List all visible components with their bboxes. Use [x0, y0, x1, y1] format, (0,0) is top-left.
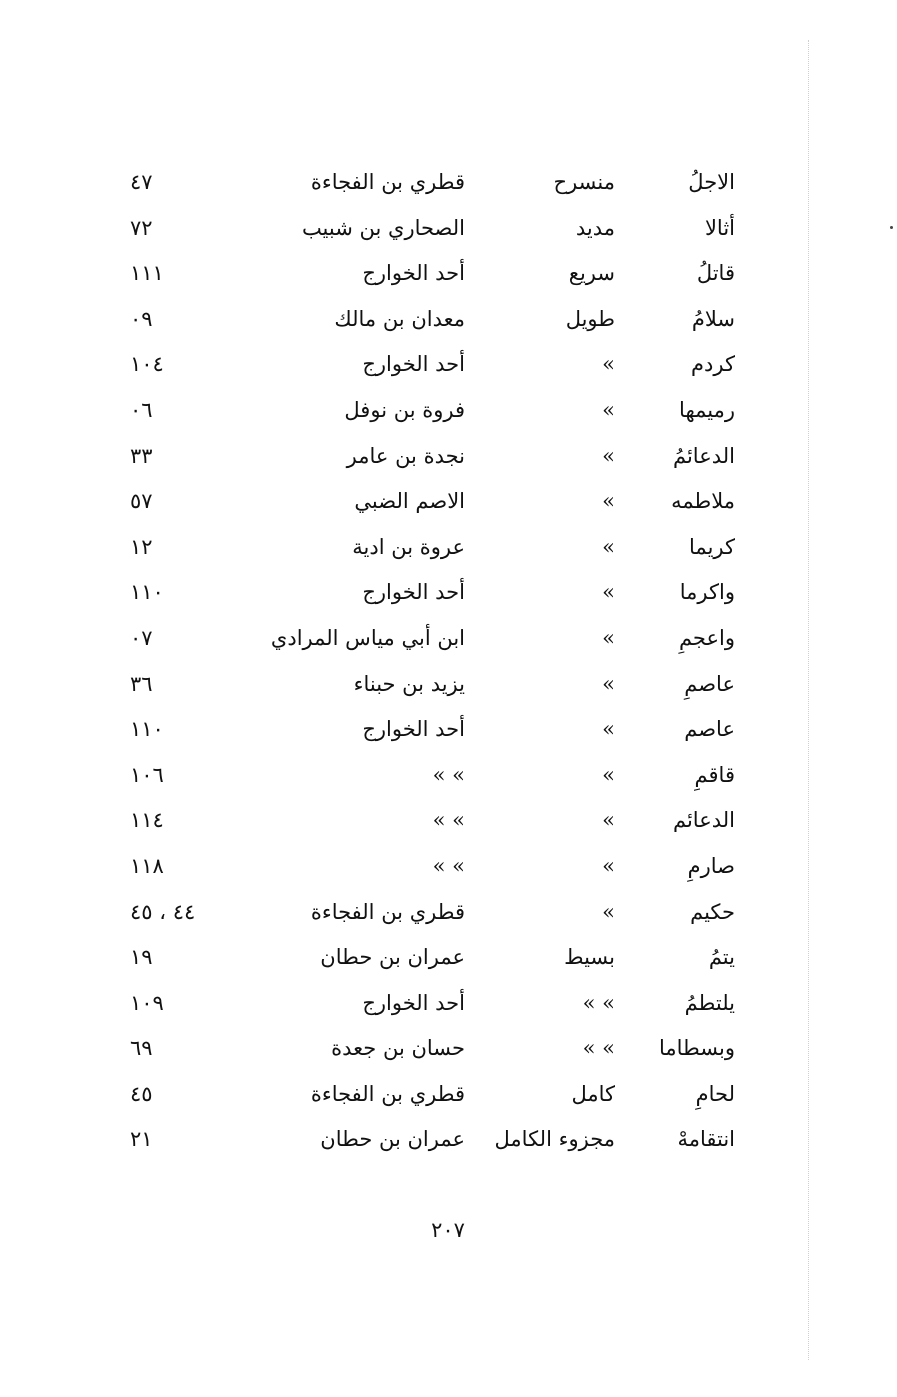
page-ref: [130, 160, 230, 206]
rhyme-word: واكرما: [679, 580, 735, 605]
rhyme-word: ملاطمه: [671, 489, 735, 514]
table-row: [0, 798, 897, 844]
table-row: [0, 707, 897, 753]
poet-name: » »: [432, 808, 465, 833]
page-ref-value: ١٢: [130, 534, 153, 559]
page-number: ٢٠٧: [431, 1218, 465, 1242]
rhyme-word: انتقامهْ: [677, 1127, 735, 1152]
table-row: [0, 525, 897, 571]
page-ref: [130, 844, 230, 890]
meter-name: »: [602, 671, 615, 696]
table-row: [0, 434, 897, 480]
meter-name: مديد: [575, 215, 615, 240]
poet-name: فروة بن نوفل: [344, 397, 465, 422]
poet-name: يزيد بن حبناء: [353, 671, 465, 696]
page-ref: [130, 616, 230, 662]
page-ref-value: ١٠٦: [130, 762, 164, 787]
rhyme-word: لحامِ: [695, 1081, 735, 1106]
meter-name: »: [602, 625, 615, 650]
rhyme-word: أثالا: [704, 215, 735, 240]
poet-name: عمران بن حطان: [320, 945, 465, 970]
meter-name: طويل: [565, 306, 615, 331]
page-ref-value: ٧٢: [130, 215, 153, 240]
poet-name: أحد الخوارج: [362, 261, 465, 286]
page-ref: [130, 935, 230, 981]
rhyme-word: صارمِ: [687, 853, 735, 878]
table-row: [0, 890, 897, 936]
page-ref-value: ١٠٤: [130, 352, 164, 377]
meter-name: » »: [582, 1036, 615, 1061]
meter-name: »: [602, 352, 615, 377]
poet-name: عمران بن حطان: [320, 1127, 465, 1152]
page-ref-value: ٠٧: [130, 625, 153, 650]
meter-name: »: [602, 808, 615, 833]
page-ref: [130, 570, 230, 616]
meter-name: »: [602, 443, 615, 468]
page-ref-value: ٤٥: [130, 1081, 153, 1106]
rhyme-word: يلتطمُ: [684, 990, 735, 1015]
meter-name: »: [602, 489, 615, 514]
poet-name: عروة بن ادية: [352, 534, 465, 559]
table-row: [0, 616, 897, 662]
page-ref-value: ٦٩: [130, 1036, 153, 1061]
rhyme-word: واعجمِ: [678, 625, 735, 650]
meter-name: »: [602, 397, 615, 422]
page-ref: [130, 981, 230, 1027]
meter-name: »: [602, 534, 615, 559]
rhyme-word: الدعائمُ: [672, 443, 735, 468]
page-ref: [130, 525, 230, 571]
poet-name: الاصم الضبي: [354, 489, 465, 514]
poet-name: قطري بن الفجاءة: [310, 899, 465, 924]
poet-name: حسان بن جعدة: [331, 1036, 465, 1061]
poet-name: قطري بن الفجاءة: [310, 170, 465, 194]
page-ref: [130, 798, 230, 844]
page-ref: [130, 1117, 230, 1163]
table-row: [0, 1026, 897, 1072]
page-ref-value: ١١٠: [130, 717, 164, 742]
page-ref: [130, 388, 230, 434]
page-ref-value: ١٠٩: [130, 990, 164, 1015]
poet-name: أحد الخوارج: [362, 580, 465, 605]
page-ref: [130, 297, 230, 343]
poet-name: أحد الخوارج: [362, 717, 465, 742]
page-ref: [130, 753, 230, 799]
rhyme-word: يتمُ: [708, 945, 735, 970]
page-ref-value: ٠٦: [130, 397, 153, 422]
table-row: [0, 297, 897, 343]
page-ref: [130, 662, 230, 708]
rhyme-word: الدعائم: [672, 808, 735, 833]
page-ref-value: ١١١: [130, 261, 164, 286]
page-ref: [130, 342, 230, 388]
table-row: [0, 479, 897, 525]
poet-name: » »: [432, 853, 465, 878]
poet-name: أحد الخوارج: [362, 352, 465, 377]
meter-name: »: [602, 717, 615, 742]
page-ref-value: ١٩: [130, 945, 153, 970]
rhyme-word: قاتلُ: [696, 261, 735, 286]
page-ref-value: ٣٦: [130, 671, 153, 696]
page-ref-value: ١١٠: [130, 580, 164, 605]
meter-name: منسرح: [553, 170, 615, 194]
page-ref: [130, 479, 230, 525]
poet-name: الصحاري بن شبيب: [301, 215, 465, 240]
table-row: [0, 206, 897, 252]
page-ref: [130, 707, 230, 753]
rhyme-index-table: [0, 160, 897, 1163]
meter-name: »: [602, 853, 615, 878]
meter-name: »: [602, 762, 615, 787]
table-row: [0, 844, 897, 890]
table-row: [0, 662, 897, 708]
table-row: [0, 1117, 897, 1163]
page-ref: [130, 251, 230, 297]
rhyme-word: كريما: [689, 534, 735, 559]
page-ref-value: ١١٤: [130, 808, 164, 833]
meter-name: »: [602, 580, 615, 605]
page-ref: [130, 434, 230, 480]
table-row: [0, 388, 897, 434]
rhyme-word: رميمها: [679, 397, 735, 422]
poet-name: ابن أبي مياس المرادي: [270, 625, 465, 650]
rhyme-word: وبسطاما: [659, 1036, 735, 1061]
rhyme-word: قاقمِ: [694, 762, 735, 787]
poet-name: نجدة بن عامر: [346, 443, 465, 468]
page-ref: [130, 890, 230, 936]
poet-name: معدان بن مالك: [334, 306, 465, 331]
rhyme-word: كردم: [691, 352, 735, 377]
rhyme-word: عاصمِ: [684, 671, 735, 696]
meter-name: سريع: [568, 261, 615, 286]
rhyme-word: الاجلُ: [688, 170, 735, 194]
rhyme-word: سلامُ: [691, 306, 735, 331]
meter-name: » »: [582, 990, 615, 1015]
table-row: [0, 753, 897, 799]
meter-name: كامل: [571, 1081, 615, 1106]
poet-name: أحد الخوارج: [362, 990, 465, 1015]
meter-name: مجزوء الكامل: [494, 1127, 615, 1152]
table-row: [0, 981, 897, 1027]
meter-name: »: [602, 899, 615, 924]
page-ref-value: ٤٧: [130, 170, 153, 194]
table-row: [0, 342, 897, 388]
page-ref-value: ٢١: [130, 1127, 153, 1152]
poet-name: » »: [432, 762, 465, 787]
table-row: [0, 935, 897, 981]
table-row: [0, 251, 897, 297]
page-ref: [130, 206, 230, 252]
rhyme-word: حكيم: [690, 899, 735, 924]
table-row: [0, 160, 897, 206]
table-row: [0, 570, 897, 616]
page-ref-value: ٣٣: [130, 443, 153, 468]
page-ref-value: ٠٩: [130, 306, 153, 331]
page-ref: [130, 1026, 230, 1072]
page-ref-value: ٥٧: [130, 489, 153, 514]
meter-name: بسيط: [564, 945, 615, 970]
rhyme-word: عاصم: [684, 717, 735, 742]
page-ref: [130, 1072, 230, 1118]
page-ref-value: ١١٨: [130, 853, 164, 878]
table-row: [0, 1072, 897, 1118]
poet-name: قطري بن الفجاءة: [310, 1081, 465, 1106]
page-ref-value: ٤٤ ، ٤٥: [130, 899, 196, 924]
